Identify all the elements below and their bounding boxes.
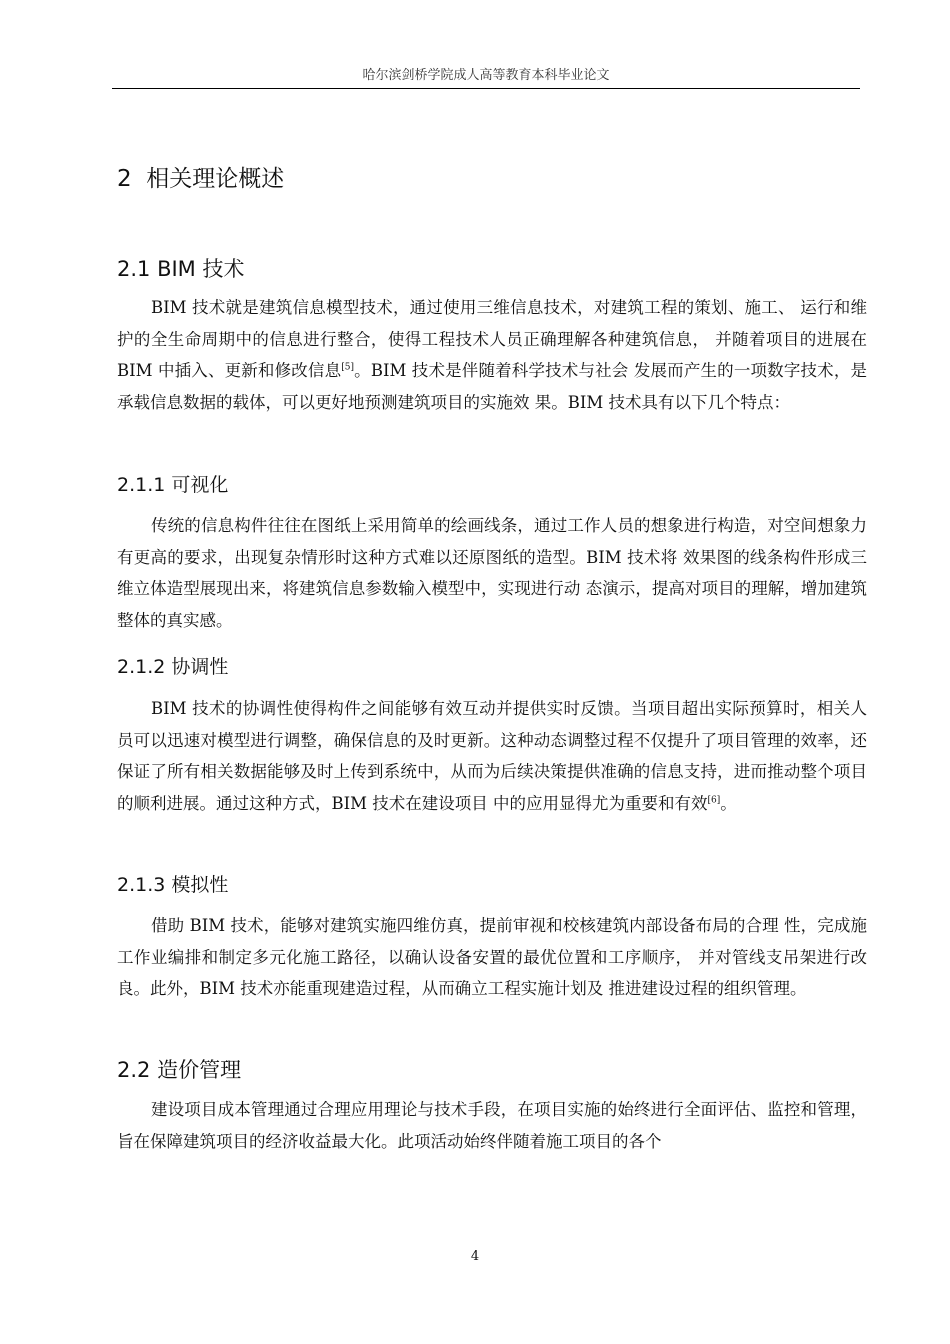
paragraph-text: 。: [720, 793, 737, 813]
chapter-title: 相关理论概述: [146, 166, 285, 192]
page-number: 4: [470, 1249, 480, 1264]
chapter-number: 2: [117, 166, 132, 192]
header-divider: [112, 88, 860, 89]
subsection-heading-sim: 2.1.3 模拟性: [117, 874, 229, 896]
citation-ref: [6]: [707, 795, 721, 805]
paragraph-sim: 借助 BIM 技术，能够对建筑实施四维仿真，提前审视和校核建筑内部设备布局的合理 性，完成施工作业编排和制定多元化施工路径，以确认设备安置的最优位置和工序顺序， 并对管线支吊架进行改良。此外，BIM 技术亦能重现建造过程，从而确立工程实施计划及 推进建设过程的组织管理。: [117, 916, 867, 998]
section-heading-cost: 2.2 造价管理: [117, 1058, 242, 1082]
subsection-heading-visual: 2.1.1 可视化: [117, 474, 229, 496]
paragraph-text: 。BIM 技术是伴随着科学技术与社会 发展而产生的一项数字技术，是承载信息数据的载体，可以更好地预测建筑项目的实施效 果。BIM 技术具有以下几个特点：: [117, 361, 867, 412]
paragraph-cost: 建设项目成本管理通过合理应用理论与技术手段，在项目实施的始终进行全面评估、监控和管理，旨在保障建筑项目的经济收益最大化。此项活动始终伴随着施工项目的各个: [117, 1100, 867, 1151]
paragraph-bim: [117, 292, 867, 418]
citation-ref: [5]: [341, 362, 355, 373]
subsection-heading-coord: 2.1.2 协调性: [117, 656, 229, 678]
paragraph-visual: 传统的信息构件往往在图纸上采用简单的绘画线条，通过工作人员的想象进行构造，对空间想象力有更高的要求，出现复杂情形时这种方式难以还原图纸的造型。BIM 技术将 效果图的线条构件形成三维立体造型展现出来，将建筑信息参数输入模型中，实现进行动 态演示，提高对项目的理解，增加建筑整体的真实感。: [117, 516, 867, 630]
running-header: 哈尔滨剑桥学院成人高等教育本科毕业论文: [362, 68, 610, 83]
chapter-heading: [117, 160, 284, 193]
paragraph-text: BIM 技术的协调性使得构件之间能够有效互动并提供实时反馈。当项目超出实际预算时，相关人员可以迅速对模型进行调整，确保信息的及时更新。这种动态调整过程不仅提升了项目管理的效率，还保证了所有相关数据能够及时上传到系统中，从而为后续决策提供准确的信息支持，进而推动整个项目的顺利进展。通过这种方式，BIM 技术在建设项目 中的应用显得尤为重要和有效: [117, 699, 867, 813]
section-heading-bim: 2.1 BIM 技术: [117, 257, 245, 281]
paragraph-coord: [117, 693, 867, 819]
paragraph-text: BIM 技术就是建筑信息模型技术，通过使用三维信息技术，对建筑工程的策划、施工、 运行和维护的全生命周期中的信息进行整合，使得工程技术人员正确理解各种建筑信息， 并随着项目的进展在 BIM 中插入、更新和修改信息: [117, 298, 867, 380]
